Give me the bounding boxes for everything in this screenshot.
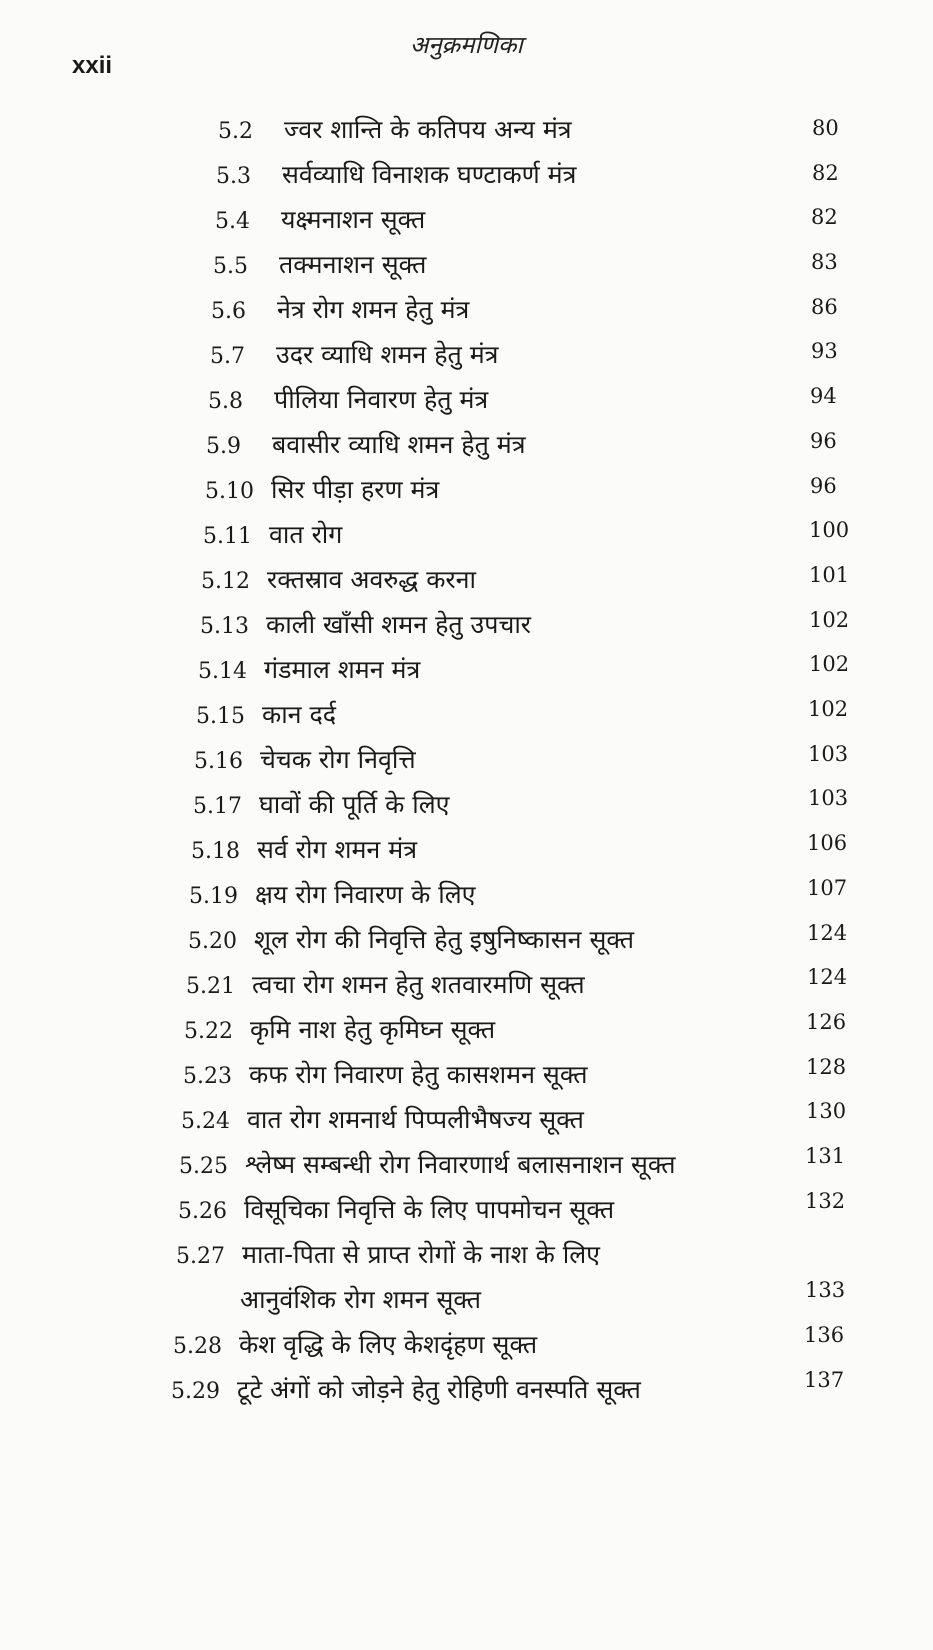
entry-number: 5.21 — [186, 974, 235, 999]
entry-number: 5.12 — [201, 569, 250, 594]
toc-entry — [194, 740, 416, 780]
entry-title: सिर पीड़ा हरण मंत्र — [271, 475, 440, 504]
toc-entry — [181, 1100, 584, 1140]
entry-title: ज्वर शान्ति के कतिपय अन्य मंत्र — [284, 115, 572, 144]
entry-page-number: 96 — [810, 474, 837, 498]
entry-title: काली खाँसी शमन हेतु उपचार — [266, 610, 532, 639]
entry-number: 5.26 — [178, 1199, 227, 1224]
toc-entry — [206, 425, 526, 465]
entry-page-number: 106 — [807, 831, 848, 855]
toc-entry — [184, 1010, 495, 1050]
entry-page-number: 126 — [806, 1010, 847, 1034]
entry-number: 5.9 — [206, 434, 241, 459]
entry-number: 5.18 — [191, 839, 240, 864]
entry-title: चेचक रोग निवृत्ति — [260, 745, 416, 774]
entry-page-number: 103 — [808, 742, 849, 766]
toc-entry — [171, 1370, 641, 1410]
entry-title: नेत्र रोग शमन हेतु मंत्र — [277, 295, 470, 324]
toc-entry — [215, 200, 425, 240]
entry-title: सर्वव्याधि विनाशक घण्टाकर्ण मंत्र — [282, 160, 577, 189]
entry-number: 5.8 — [208, 389, 243, 414]
entry-title: टूटे अंगों को जोड़ने हेतु रोहिणी वनस्पति सूक्त — [237, 1375, 641, 1404]
toc-entry — [186, 965, 585, 1005]
entry-title: वात रोग शमनार्थ पिप्पलीभैषज्य सूक्त — [247, 1105, 584, 1134]
toc-entry — [211, 290, 469, 330]
entry-page-number: 133 — [805, 1278, 846, 1302]
entry-page-number: 102 — [808, 697, 849, 721]
entry-number: 5.10 — [205, 479, 254, 504]
entry-title: विसूचिका निवृत्ति के लिए पापमोचन सूक्त — [244, 1195, 615, 1224]
toc-entry — [179, 1145, 676, 1185]
entry-page-number: 93 — [811, 339, 838, 363]
entry-number: 5.29 — [171, 1379, 220, 1404]
toc-entry — [200, 605, 531, 645]
entry-title: रक्तस्राव अवरुद्ध करना — [267, 565, 476, 594]
toc-entry — [173, 1325, 537, 1365]
entry-page-number: 94 — [810, 384, 837, 408]
entry-page-number: 101 — [809, 563, 850, 587]
entry-number: 5.7 — [210, 344, 245, 369]
toc-entry — [210, 335, 498, 375]
entry-page-number: 130 — [806, 1099, 847, 1123]
entry-number: 5.13 — [200, 614, 249, 639]
entry-number: 5.2 — [218, 119, 253, 144]
entry-number: 5.27 — [176, 1244, 225, 1269]
entry-title: कृमि नाश हेतु कृमिघ्न सूक्त — [250, 1015, 496, 1044]
entry-page-number: 131 — [805, 1144, 846, 1168]
entry-title: पीलिया निवारण हेतु मंत्र — [274, 385, 489, 414]
entry-page-number: 100 — [809, 518, 850, 542]
toc-entry — [205, 470, 439, 510]
page-number: xxii — [72, 52, 113, 79]
toc-entry — [193, 785, 449, 825]
entry-title: वात रोग — [269, 520, 343, 549]
entry-title: कफ रोग निवारण हेतु कासशमन सूक्त — [249, 1060, 588, 1089]
toc-entry — [218, 110, 572, 150]
toc-entry — [178, 1190, 614, 1230]
toc-entry — [198, 650, 420, 690]
entry-page-number: 96 — [810, 429, 837, 453]
entry-page-number: 80 — [812, 116, 839, 140]
toc-entry — [189, 875, 475, 915]
entry-title: कान दर्द — [262, 700, 337, 729]
entry-page-number: 124 — [807, 921, 848, 945]
entry-title: सर्व रोग शमन मंत्र — [257, 835, 417, 864]
entry-number: 5.4 — [215, 209, 250, 234]
entry-number: 5.25 — [179, 1154, 228, 1179]
entry-page-number: 132 — [805, 1189, 846, 1213]
entry-number: 5.15 — [196, 704, 245, 729]
entry-title: गंडमाल शमन मंत्र — [264, 655, 421, 684]
entry-title: आनुवंशिक रोग शमन सूक्त — [240, 1285, 481, 1314]
toc-entry — [196, 695, 336, 735]
entry-number: 5.17 — [193, 794, 242, 819]
entry-page-number: 128 — [806, 1055, 847, 1079]
toc-entry — [208, 380, 488, 420]
toc-entry — [191, 830, 417, 870]
toc-entry — [203, 515, 342, 555]
entry-number: 5.11 — [203, 524, 252, 549]
entry-number: 5.28 — [173, 1334, 222, 1359]
entry-title: क्षय रोग निवारण के लिए — [255, 880, 476, 909]
entry-number: 5.16 — [194, 749, 243, 774]
entry-title: शूल रोग की निवृत्ति हेतु इषुनिष्कासन सूक्त — [254, 925, 635, 954]
toc-entry — [216, 155, 576, 195]
running-title: अनुक्रमणिका — [410, 31, 523, 59]
toc-entry — [188, 920, 634, 960]
entry-page-number: 102 — [809, 652, 850, 676]
entry-page-number: 136 — [804, 1323, 845, 1347]
toc-entry — [201, 560, 476, 600]
entry-title: बवासीर व्याधि शमन हेतु मंत्र — [272, 430, 526, 459]
entry-title: घावों की पूर्ति के लिए — [259, 790, 450, 819]
entry-title: उदर व्याधि शमन हेतु मंत्र — [276, 340, 499, 369]
entry-number: 5.23 — [183, 1064, 232, 1089]
entry-number: 5.20 — [188, 929, 237, 954]
entry-page-number: 82 — [811, 205, 838, 229]
entry-title: माता-पिता से प्राप्त रोगों के नाश के लिए — [242, 1240, 600, 1269]
entry-page-number: 83 — [811, 250, 838, 274]
toc-entry — [176, 1235, 600, 1275]
entry-number: 5.6 — [211, 299, 246, 324]
entry-number: 5.5 — [213, 254, 248, 279]
entry-title: त्वचा रोग शमन हेतु शतवारमणि सूक्त — [252, 970, 585, 999]
entry-title: केश वृद्धि के लिए केशदृंहण सूक्त — [239, 1330, 538, 1359]
entry-number: 5.19 — [189, 884, 238, 909]
entry-page-number: 82 — [812, 161, 839, 185]
entry-page-number: 102 — [809, 608, 850, 632]
entry-page-number: 103 — [808, 786, 849, 810]
entry-title: श्लेष्म सम्बन्धी रोग निवारणार्थ बलासनाशन सूक्त — [245, 1150, 676, 1179]
entry-number: 5.14 — [198, 659, 247, 684]
entry-title: यक्ष्मनाशन सूक्त — [281, 205, 426, 234]
entry-title: तक्मनाशन सूक्त — [279, 250, 427, 279]
toc-entry — [174, 1280, 481, 1320]
entry-page-number: 107 — [807, 876, 848, 900]
entry-page-number: 86 — [811, 295, 838, 319]
entry-page-number: 124 — [807, 965, 848, 989]
toc-entry — [183, 1055, 588, 1095]
entry-number: 5.24 — [181, 1109, 230, 1134]
toc-entry — [213, 245, 426, 285]
entry-number: 5.22 — [184, 1019, 233, 1044]
entry-number: 5.3 — [216, 164, 251, 189]
entry-page-number: 137 — [804, 1368, 845, 1392]
